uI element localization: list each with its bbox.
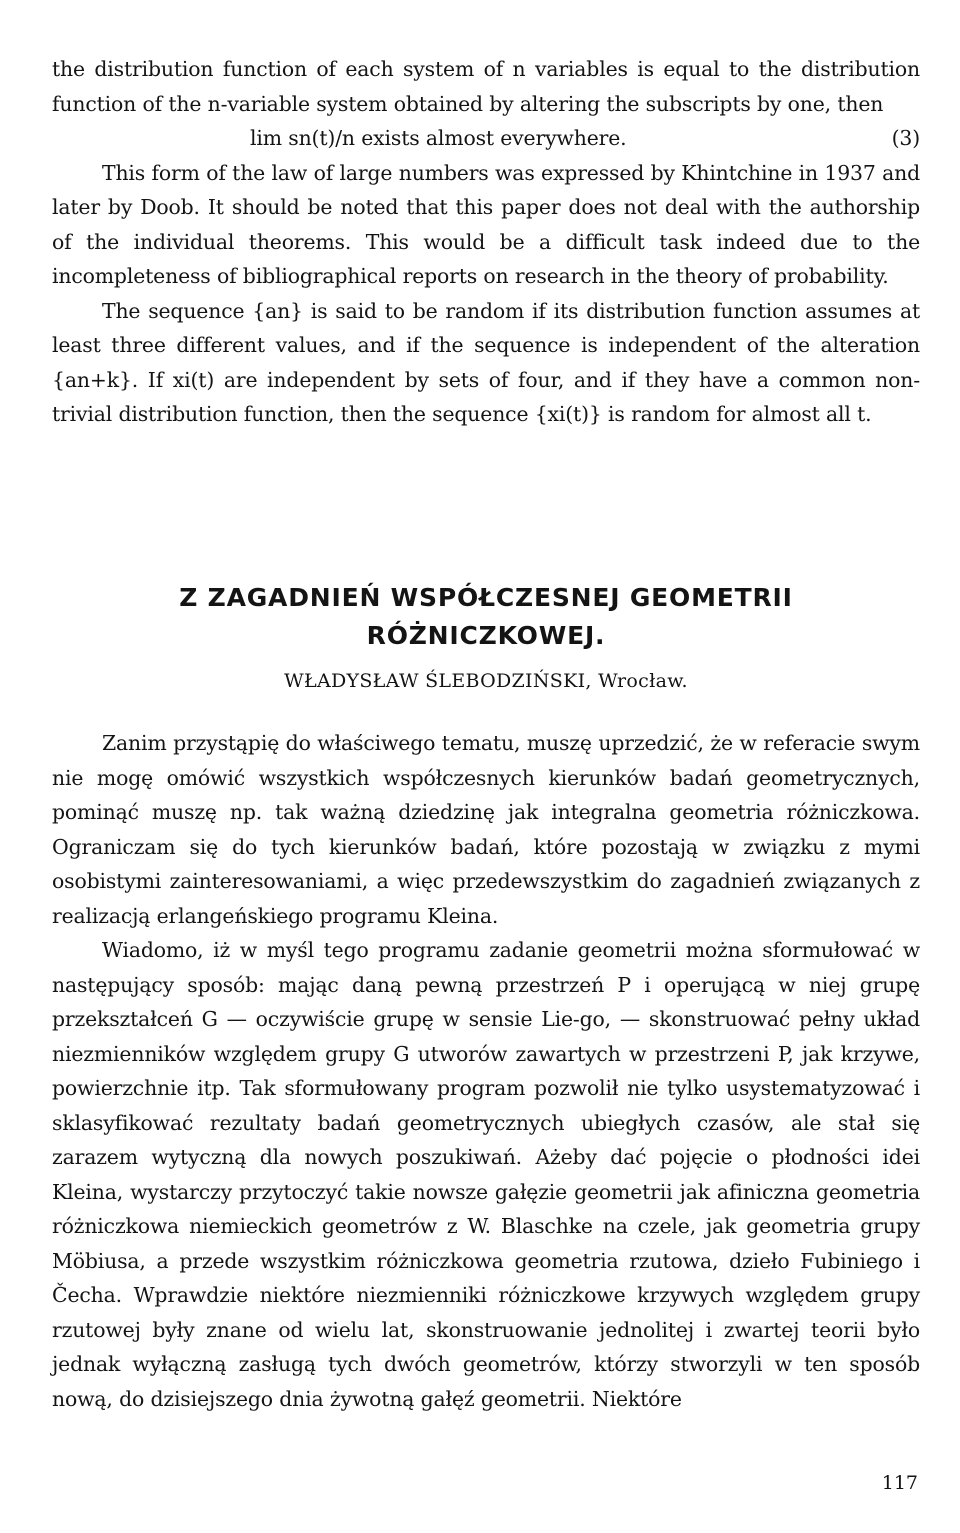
equation-body: lim sn(t)/n exists almost everywhere.: [250, 126, 627, 150]
article-title-line-2: RÓŻNICZKOWEJ.: [366, 621, 606, 650]
paragraph-law-of-large-numbers: This form of the law of large numbers was expressed by Khintchine in 1937 and later by Doob. It should be noted that this paper does not deal with the authorship of the individual theorems. This would be a difficult task indeed due to the incompleteness of bibliographical reports on research in the theory of probability.: [52, 160, 920, 288]
article-body: [52, 726, 920, 1416]
author-name: WŁADYSŁAW ŚLEBODZIŃSKI,: [284, 670, 592, 692]
continued-text: [52, 52, 920, 432]
author-byline: [52, 670, 920, 692]
equation-3: [52, 121, 920, 156]
paragraph-continuation: the distribution function of each system of n variables is equal to the distribution function of the n-variable system obtained by altering the subscripts by one, then: [52, 57, 920, 116]
page-number: 117: [881, 1472, 918, 1494]
paragraph-erlangen-program: Wiadomo, iż w myśl tego programu zadanie geometrii można sformułować w następujący sposób: mając daną pewną przestrzeń P i operującą w niej grupę przekształceń G — oczywiście grupę w sensie Lie-go, — skonstruować pełny układ niezmienników względem grupy G utworów zawartych w przestrzeni P, jak krzywe, powierzchnie itp. Tak sformułowany program pozwolił nie tylko usystematyzować i sklasyfikować rezultaty badań geometrycznych ubiegłych czasów, ale stał się zarazem wytyczną dla nowych poszukiwań. Ażeby dać pojęcie o płodności idei Kleina, wystarczy przytoczyć takie nowsze gałęzie geometrii jak afiniczna geometria różniczkowa niemieckich geometrów z W. Blaschke na czele, jak geometria grupy Möbiusa, a przede wszystkim różniczkowa geometria rzutowa, dzieło Fubiniego i Čecha. Wprawdzie niektóre niezmienniki różniczkowe krzywych względem grupy rzutowej były znane od wielu lat, skonstruowanie jednolitej i zwartej teorii było jednak wyłączną zasługą tych dwóch geometrów, którzy stworzyli w ten sposób nową, do dzisiejszego dnia żywotną gałęź geometrii. Niektóre: [52, 938, 920, 1411]
article-title: [52, 579, 920, 655]
article-title-line-1: Z ZAGADNIEŃ WSPÓŁCZESNEJ GEOMETRII: [179, 583, 793, 612]
equation-number: (3): [891, 126, 920, 150]
author-location: Wrocław.: [598, 670, 688, 692]
paragraph-random-sequence: The sequence {an} is said to be random if its distribution function assumes at least three different values, and if the sequence is independent of the alteration {an+k}. If xi(t) are independent by sets of four, and if they have a common non-trivial distribution function, then the sequence {xi(t)} is random for almost all t.: [52, 298, 920, 426]
paragraph-introduction: Zanim przystąpię do właściwego tematu, muszę uprzedzić, że w referacie swym nie mogę omówić wszystkich współczesnych kierunków badań geometrycznych, pominąć muszę np. tak ważną dziedzinę jak integralna geometria różniczkowa. Ograniczam się do tych kierunków badań, które pozostają w związku z mymi osobistymi zainteresowaniami, a więc przedewszystkim do zagadnień związanych z realizacją erlangeńskiego programu Kleina.: [52, 731, 920, 928]
